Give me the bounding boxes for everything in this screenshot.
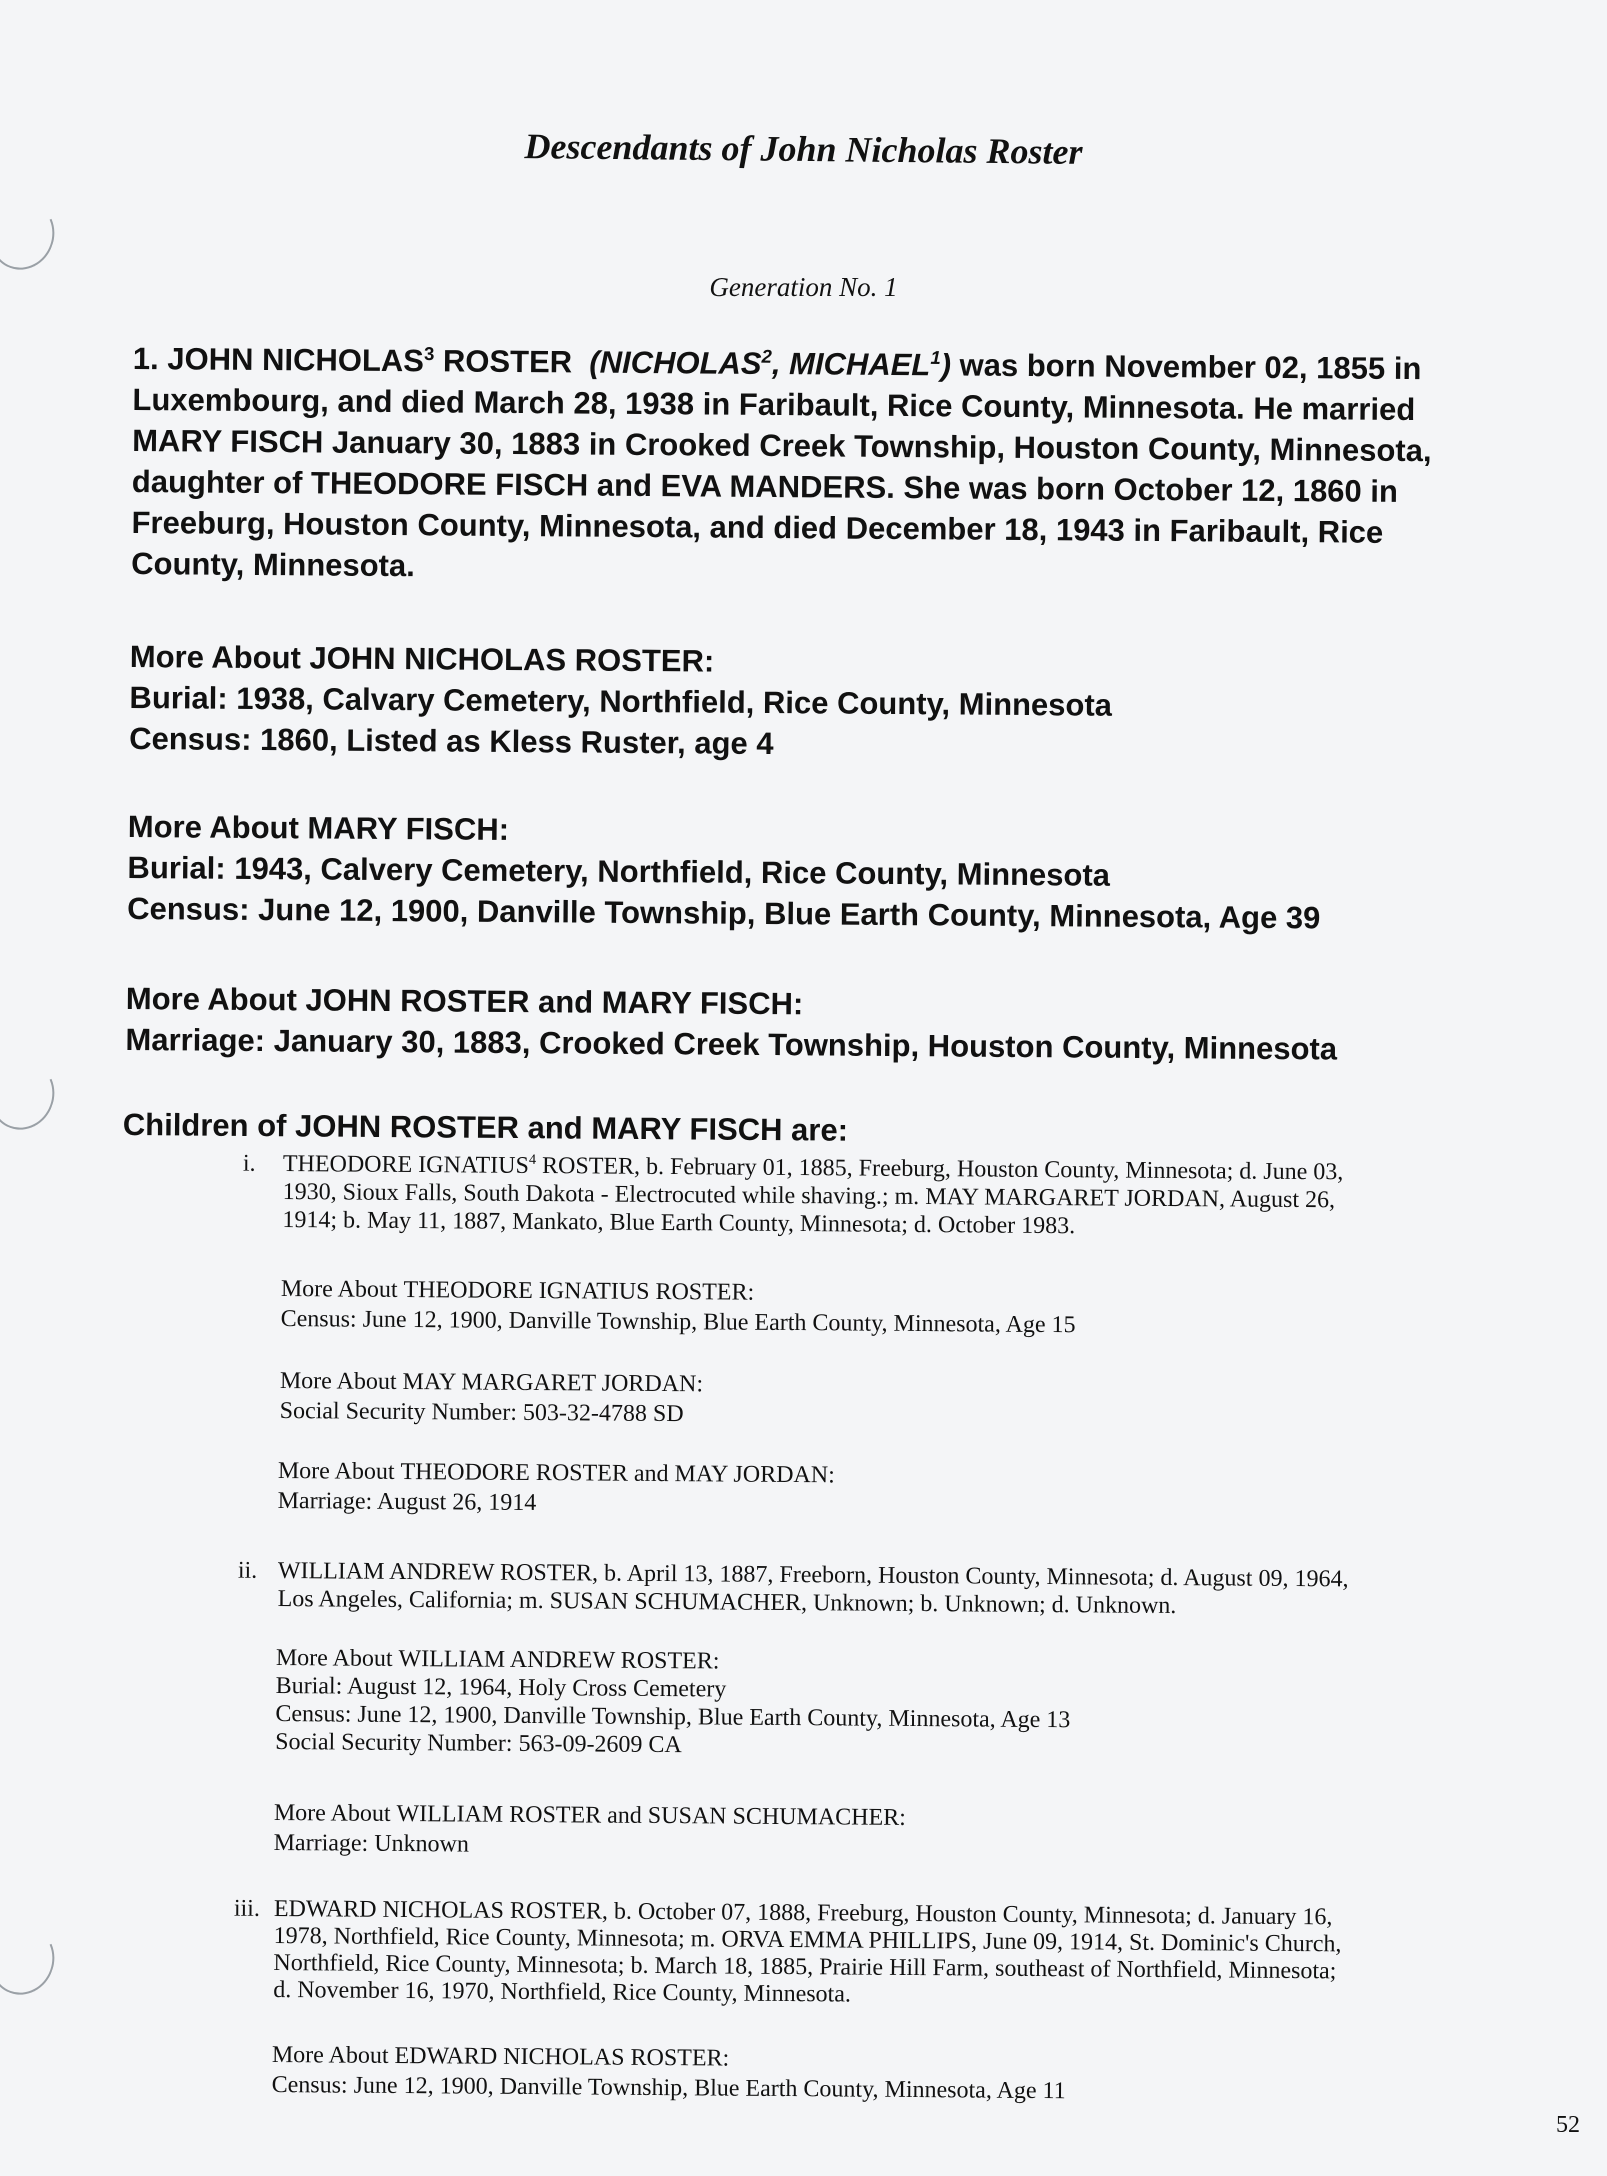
child-1-entry: i. THEODORE IGNATIUS$^4$ ROSTER, b. February 01, 1885, Freeburg, Houston County, Minnesota; d. June 03, 1930, Sioux Falls, South Dakota - Electrocuted while shaving.; m. MAY MARGARET JORDAN, August 26, 1914; b. May 11, 1887, Mankato, Blue Earth County, Minnesota; d. October 1983. (242, 1150, 1344, 1240)
about-mary-heading: More About MARY FISCH: (127, 808, 510, 847)
about-john-heading: More About JOHN NICHOLAS ROSTER: (129, 638, 715, 679)
about-couple-heading: More About JOHN ROSTER and MARY FISCH: (125, 980, 804, 1022)
binder-hole-mark (0, 1916, 64, 2004)
children-heading: Children of JOHN ROSTER and MARY FISCH are: (122, 1106, 849, 1148)
person-1-paragraph (131, 338, 1513, 595)
about-john-burial: Burial: 1938, Calvary Cemetery, Northfield, Rice County, Minnesota (129, 679, 1113, 723)
person-1-line: 1. JOHN NICHOLAS$^3$ ROSTER (NICHOLAS$^2$, MICHAEL$^1$) was born November 02, 1855 in (132, 340, 1422, 387)
about-john-census: Census: 1860, Listed as Kless Ruster, age 4 (129, 720, 774, 762)
person-1-line: Luxembourg, and died March 28, 1938 in Faribault, Rice County, Minnesota. He married (132, 381, 1416, 428)
about-mary-burial: Burial: 1943, Calvery Cemetery, Northfield, Rice County, Minnesota (127, 849, 1111, 893)
person-1-line: daughter of THEODORE FISCH and EVA MANDERS. She was born October 12, 1860 in (131, 463, 1399, 509)
page-number: 52 (1556, 2112, 1580, 2138)
binder-hole-mark (0, 1051, 64, 1139)
about-mary-census: Census: June 12, 1900, Danville Township, Blue Earth County, Minnesota, Age 39 (127, 890, 1321, 936)
page-title: Descendants of John Nicholas Roster (524, 126, 1083, 172)
about-mary-section (127, 806, 1508, 940)
about-couple-section (125, 978, 1506, 1071)
child-2-entry: ii. WILLIAM ANDREW ROSTER, b. April 13, 1887, Freeborn, Houston County, Minnesota; d. August 09, 1964, Los Angeles, California; m. SUSAN SCHUMACHER, Unknown; b. Unknown; d. Unknown. (237, 1557, 1349, 1620)
child-2-about-2: More About WILLIAM ROSTER and SUSAN SCHUMACHER: Marriage: Unknown (273, 1799, 907, 1858)
about-john-section (129, 636, 1510, 770)
person-1-line: Freeburg, Houston County, Minnesota, and died December 18, 1943 in Faribault, Rice (131, 504, 1384, 550)
person-1-line: County, Minnesota. (131, 545, 415, 584)
child-1-about-2: More About MAY MARGARET JORDAN: Social Security Number: 503-32-4788 SD (279, 1367, 704, 1428)
child-2-about-1: More About WILLIAM ANDREW ROSTER: Burial: August 12, 1964, Holy Cross Cemetery Census: June 12, 1900, Danville Township, Blue Earth County, Minnesota, Age 13 Social Security Number: 563-09-2609 CA (275, 1645, 1071, 1759)
child-2-numeral: ii. (237, 1557, 258, 1584)
child-3-about-1: More About EDWARD NICHOLAS ROSTER: Census: June 12, 1900, Danville Township, Blue Earth County, Minnesota, Age 11 (271, 2041, 1066, 2105)
binder-hole-mark (0, 191, 64, 279)
person-1-line: MARY FISCH January 30, 1883 in Crooked Creek Township, Houston County, Minnesota, (132, 422, 1432, 469)
child-3-numeral: iii. (233, 1895, 261, 1922)
child-1-numeral: i. (242, 1150, 256, 1177)
generation-heading: Generation No. 1 (709, 272, 898, 302)
child-3-entry: iii. EDWARD NICHOLAS ROSTER, b. October 07, 1888, Freeburg, Houston County, Minnesota; d. January 16, 1978, Northfield, Rice County, Minnesota; m. ORVA EMMA PHILLIPS, June 09, 1914, St. Dominic's Church, Northfield, Rice County, Minnesota; b. March 18, 1885, Prairie Hill Farm, southeast of Northfield, Minnesota; d. November 16, 1970, Northfield, Rice County, Minnesota. (233, 1895, 1342, 2008)
child-1-about-1: More About THEODORE IGNATIUS ROSTER: Census: June 12, 1900, Danville Township, Blue Earth County, Minnesota, Age 15 (280, 1275, 1076, 1339)
about-couple-marriage: Marriage: January 30, 1883, Crooked Creek Township, Houston County, Minnesota (125, 1021, 1338, 1067)
child-1-about-3: More About THEODORE ROSTER and MAY JORDAN: Marriage: August 26, 1914 (277, 1457, 835, 1517)
